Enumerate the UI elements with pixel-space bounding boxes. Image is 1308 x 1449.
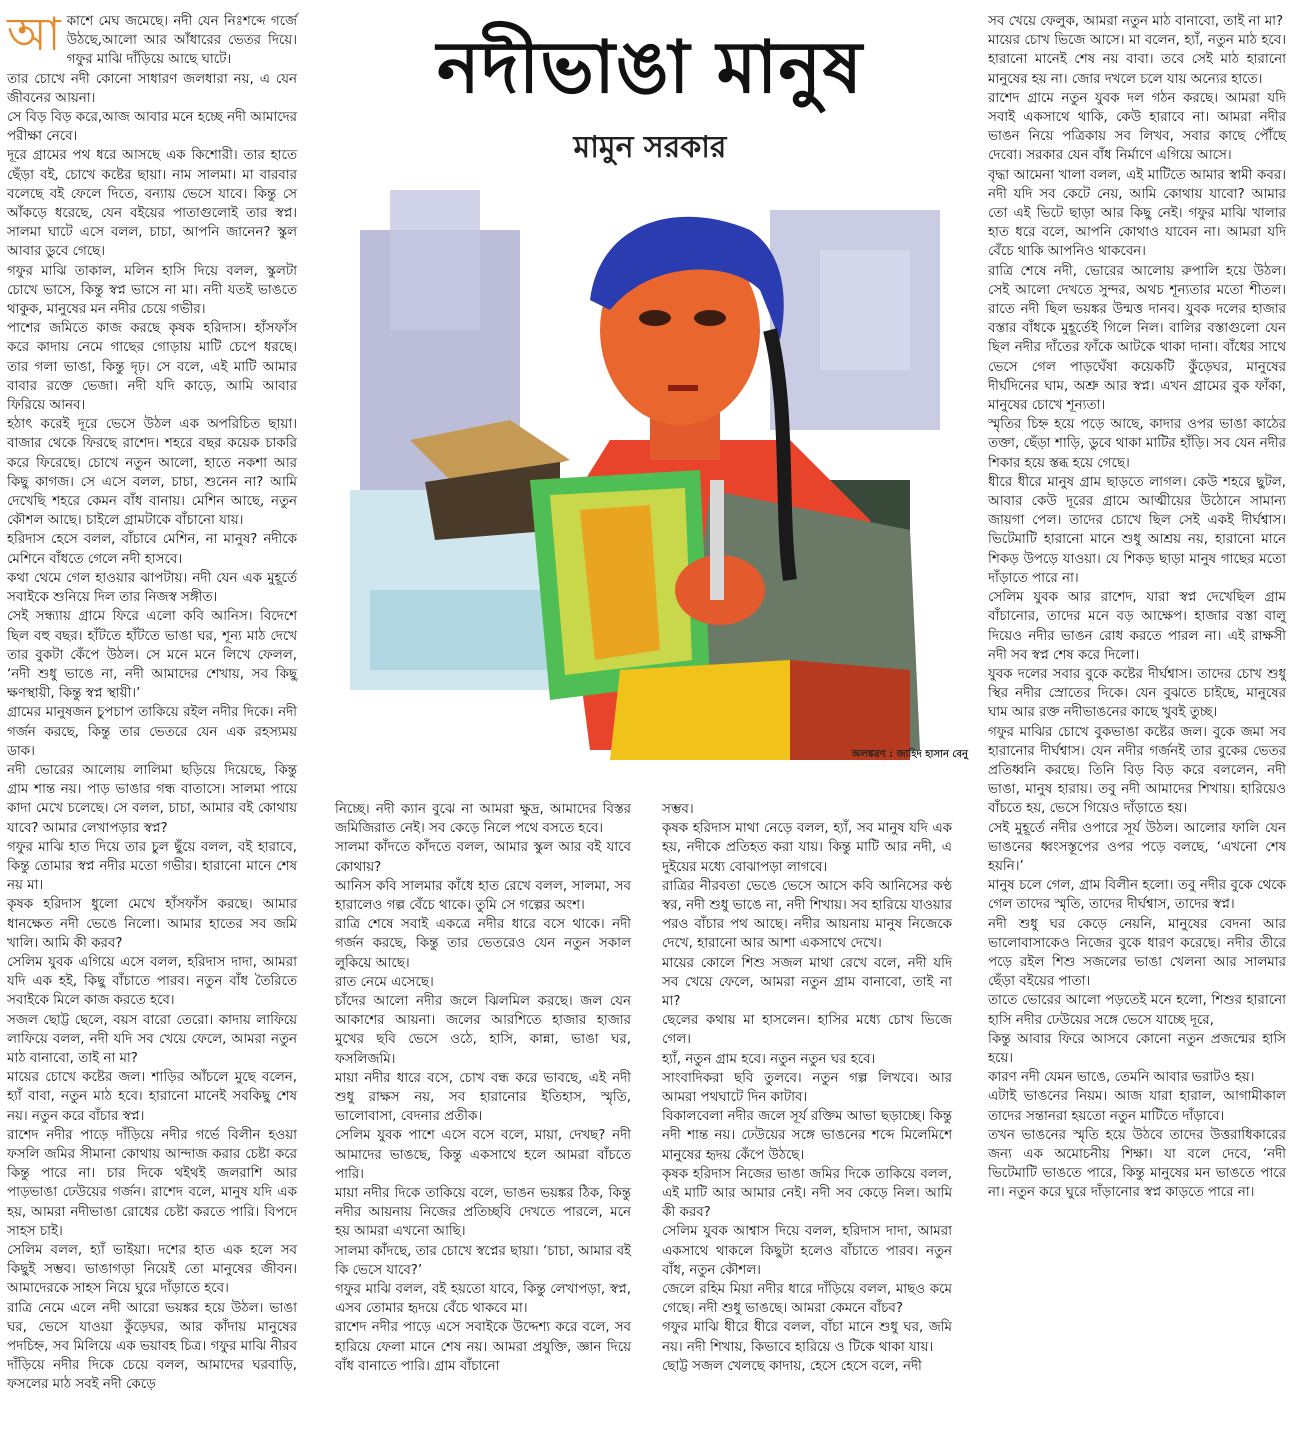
article-column-1 [7, 7, 297, 1395]
paragraph: তাতে ভোরের আলো পড়তেই মনে হলো, শিশুর হারানো হাসি নদীর ঢেউয়ের সঙ্গে ভেসে যাচ্ছে দূরে, [988, 993, 1286, 1028]
paragraph: সালমা কাঁদছে, তার চোখে স্বপ্নের ছায়া। ‘চাচা, আমার বই কি ভেসে যাবে?’ [335, 1243, 631, 1278]
paragraph: এটাই ভাঙনের নিয়ম। আজ যারা হারাল, আগামীকাল তাদের সন্তানরা হয়তো নতুন মাটিতে দাঁড়াবে। [988, 1089, 1286, 1124]
paragraph: জেলে রহিম মিয়া নদীর ধারে দাঁড়িয়ে বলল, মাছও কমে গেছে। নদী শুধু ভাঙছে। আমরা কেমনে বাঁচব? [662, 1282, 952, 1317]
paragraph: মায়ের চোখ ভিজে আসে। মা বলেন, হ্যাঁ, নতুন মাঠ হবে। হারানো মানেই শেষ নয় বাবা। তবে সেই মাঠ হারানো মানুষের হয় না। জোর দখলে চলে যায় অন্যের হাতে। [988, 33, 1286, 87]
paragraph: কাশে মেঘ জমেছে। নদী যেন নিঃশব্দে গর্জে উঠছে,আলো আর আঁধারের ভেতর দিয়ে। গফুর মাঝি দাঁড়িয়ে আছে ঘাটে। [66, 14, 297, 68]
paragraph: কৃষক হরিদাস ধুলো মেখে হাঁসফাঁস করছে। আমার ধানক্ষেত নদী ভেঙে নিলো। আমার হাতের সব জমি খালি। আমি কী করব? [7, 897, 297, 951]
paragraph: রাশেদ নদীর পাড়ে এসে সবাইকে উদ্দেশ্য করে বলে, সব হারিয়ে ফেলা মানে শেষ নয়। আমরা প্রযুক্তি, জ্ঞান দিয়ে বাঁধ বানাতে পারি। গ্রাম বাঁচানো [335, 1320, 631, 1374]
paragraph: রাশেদ নদীর পাড়ে দাঁড়িয়ে নদীর গর্ভে বিলীন হওয়া ফসলি জমির সীমানা কোথায় আন্দাজ করার চেষ্টা করে কিন্তু পারে না। চার দিকে থইথই জলরাশি আর পাড়ভাঙা ঢেউয়ের গর্জন। রাশেদ বলে, মানুষ যদি এক হয়, আমরা নদীভাঙা রোধের চেষ্টা করতে পারি। বিপদে সাহস চাই। [7, 1127, 297, 1239]
paragraph: হঠাৎ করেই দূরে ভেসে উঠল এক অপরিচিত ছায়া। বাজার থেকে ফিরছে রাশেদ। শহরে বছর কয়েক চাকরি করে ফিরেছে। চোখে নতুন আলো, হাতে নকশা আর কিছু কাগজ। সে এসে বলল, চাচা, শুনেন না? আমি দেখেছি শহরে কেমন বাঁধ বানায়। মেশিন আছে, নতুন কৌশল আছে। চাইলে গ্রামটাকে বাঁচানো যায়। [7, 417, 297, 529]
paragraph: সেলিম যুবক আশ্বাস দিয়ে বলল, হরিদাস দাদা, আমরা একসাথে থাকলে কিছুটা হলেও বাঁচাতে পারব। নতুন বাঁধ, নতুন কৌশল। [662, 1224, 952, 1278]
paragraph: সালমা কাঁদতে কাঁদতে বলল, আমার স্কুল আর বই যাবে কোথায়? [335, 840, 631, 875]
article-column-3 [662, 800, 952, 1376]
paragraph: বিকালবেলা নদীর জলে সূর্য রক্তিম আভা ছড়াচ্ছে। কিন্তু নদী শান্ত নয়। ঢেউয়ের সঙ্গে ভাঙনের শব্দে মিলেমিশে মানুষের হৃদয় কেঁপে উঠছে। [662, 1109, 952, 1163]
illustration-girl-with-book [350, 190, 960, 760]
paragraph: গফুর মাঝি ধীরে ধীরে বলল, বাঁচা মানে শুধু ঘর, জমি নয়। নদী শিখায়, কিভাবে হারিয়ে ও টিকে থাকা যায়। [662, 1320, 952, 1355]
paragraph: গফুর মাঝি হাত দিয়ে তার চুল ছুঁয়ে বলল, বই হারাবে, কিন্তু তোমার স্বপ্ন নদীর মতো গভীর। হারানো মানে শেষ নয় মা। [7, 839, 297, 894]
paragraph: কৃষক হরিদাস নিজের ভাঙা জমির দিকে তাকিয়ে বলল, এই মাটি আর আমার নেই। নদী সব কেড়ে নিল। আমি কী করব? [662, 1166, 952, 1221]
paragraph: সেলিম বলল, হ্যাঁ ভাইয়া। দশের হাত এক হলে সব কিছুই সম্ভব। ভাঙাগড়া নিয়েই তো মানুষের জীবন। আমাদেরকে সাহস নিয়ে ঘুরে দাঁড়াতে হবে। [7, 1243, 297, 1297]
paragraph: হরিদাস হেসে বলল, বাঁচাবে মেশিন, না মানুষ? নদীকে মেশিনে বাঁধতে গেলে নদী হাসবে। [7, 532, 297, 567]
author-name: মামুন সরকার [573, 130, 727, 165]
paragraph: ছোট্ট সজল খেলছে কাদায়, হেসে হেসে বলে, নদী [662, 1358, 922, 1374]
paragraph: দূরে গ্রামের পথ ধরে আসছে এক কিশোরী। তার হাতে ছেঁড়া বই, চোখে কষ্টের ছায়া। নাম সালমা। মা বারবার বলেছে বই ফেলে দিতে, বন্যায় ভেসে যাবে। কিন্তু সে আঁকড়ে ধরেছে, যেন বইয়ের পাতাগুলোই তার স্বপ্ন। সালমা ঘাটে এসে বলল, চাচা, আপনি জানেন? স্কুল আবার ডুবে গেছে। [7, 148, 297, 260]
paragraph: মায়া নদীর ধারে বসে, চোখ বন্ধ করে ভাবছে, এই নদী শুধু রাক্ষস নয়, সব হারানোর ইতিহাস, স্মৃতি, ভালোবাসা, বেদনার প্রতীক। [335, 1070, 631, 1125]
illustration-credit: অলঙ্করণ : জাহিদ হাসান বেনু [851, 749, 968, 760]
paragraph: ধীরে ধীরে মানুষ গ্রাম ছাড়তে লাগল। কেউ শহরে ছুটল, আবার কেউ দূরের গ্রামে আত্মীয়ের উঠোনে সামান্য জায়গা পেল। তাদের চোখে ছিল সেই একই দীর্ঘশ্বাস। ভিটেমাটি হারানো মানে শুধু আশ্রয় নয়, হারানো মানে শিকড় উপড়ে যাওয়া। যে শিকড় ছাড়া মানুষ গাছের মতো দাঁড়াতে পারে না। [988, 474, 1286, 586]
paragraph: আনিস কবি সালমার কাঁধে হাত রেখে বলল, সালমা, সব হারালেও গল্প বেঁচে থাকে। তুমি সে গল্পের অংশ। [335, 878, 631, 914]
paragraph: কারণ নদী যেমন ভাঙে, তেমনি আবার ভরাটও হয়। [988, 1070, 1255, 1086]
page-title: নদীভাঙা মানুষ [436, 24, 864, 109]
paragraph: গফুর মাঝি বলল, বই হয়তো যাবে, কিন্তু লেখাপড়া, স্বপ্ন, এসব তোমার হৃদয়ে বেঁচে থাকবে মা। [335, 1282, 631, 1317]
paragraph: কিন্তু আবার ফিরে আসবে কোনো নতুন প্রজন্মের হাসি হয়ে। [988, 1031, 1286, 1066]
paragraph: সেই মুহূর্তে নদীর ওপারে সূর্য উঠল। আলোর ফালি যেন ভাঙনের ধ্বংসস্তূপের ওপর পড়ে বলছে, ‘এখনো শেষ হয়নি।’ [988, 820, 1286, 874]
paragraph: নদী ভোরের আলোয় লালিমা ছড়িয়ে দিয়েছে, কিন্তু গ্রাম শান্ত নয়। পাড় ভাঙার গন্ধ বাতাসে। সালমা পায়ে কাদা মেখে চলেছে। সে বলল, চাচা, আমার বই কোথায় যাবে? আমার লেখাপড়ার স্বপ্ন? [7, 762, 297, 836]
paragraph: মায়ের কোলে শিশু সজল মাথা রেখে বলে, নদী যদি সব খেয়ে ফেলে, আমরা নতুন গ্রাম বানাবো, তাই না মা? [662, 955, 952, 1010]
paragraph: সেলিম যুবক আর রাশেদ, যারা স্বপ্ন দেখেছিল গ্রাম বাঁচানোর, তাদের মনে বড় আক্ষেপ। হাজার বস্তা বালু দিয়েও নদীর ভাঙন রোধ করতে পারল না। এই রাক্ষসী নদী সব স্বপ্ন শেষ করে দিলো। [988, 590, 1286, 663]
paragraph: রাত্রির নীরবতা ভেঙে ভেসে আসে কবি আনিসের কণ্ঠ স্বর, নদী শুধু ভাঙে না, নদী শিখায়। সব হারিয়ে যাওয়ার পরও বাঁচার পথ আছে। নদীর আয়নায় মানুষ নিজেকে দেখে, হারানো আর আশা একসাথে দেখে। [662, 878, 952, 952]
paragraph: গফুর মাঝির চোখে বুকভাঙা কষ্টের জল। বুকে জমা সব হারানোর দীর্ঘশ্বাস। যেন নদীর গর্জনই তার বুকের ভেতর প্রতিধ্বনি করছে। তিনি বিড় বিড় করে বললেন, নদী ভাঙা, মানুষ হারায়। তবু নদী আমাদের শিখায়। হারিয়েও বাঁচতে হয়, ভেসে গিয়েও দাঁড়াতে হয়। [988, 724, 1286, 817]
paragraph: রাশেদ গ্রামে নতুন যুবক দল গঠন করছে। আমরা যদি সবাই একসাথে থাকি, কেউ হারাবে না। আমরা নদীর ভাঙন নিয়ে পত্রিকায় সব লিখব, সবার কাছে পৌঁছে দেবো। সরকার যেন বাঁধ নির্মাণে এগিয়ে আসে। [988, 90, 1286, 164]
paragraph: তখন ভাঙনের স্মৃতি হয়ে উঠবে তাদের উত্তরাধিকারের জন্য এক অমোচনীয় শিক্ষা। যা বলে দেবে, ‘নদী ভিটেমাটি ভাঙতে পারে, কিন্তু মানুষের মন ভাঙতে পারে না। নতুন করে ঘুরে দাঁড়ানোর স্বপ্ন কাড়তে পারে না। [988, 1127, 1286, 1201]
paragraph: সে বিড় বিড় করে,আজ আবার মনে হচ্ছে নদী আমাদের পরীক্ষা নেবে। [7, 110, 297, 145]
paragraph: মানুষ চলে গেল, গ্রাম বিলীন হলো। তবু নদীর বুকে থেকে গেল তাদের স্মৃতি, তাদের দীর্ঘশ্বাস, তাদের স্বপ্ন। [988, 878, 1286, 913]
paragraph: তার চোখে নদী কোনো সাধারণ জলধারা নয়, এ যেন জীবনের আয়না। [7, 71, 297, 106]
paragraph: গফুর মাঝি তাকাল, মলিন হাসি দিয়ে বলল, স্কুলটা চোখে ভাসে, কিন্তু স্বপ্ন ভাসে না মা। নদী যতই ভাঙতে থাকুক, মানুষের মন নদীর চেয়ে গভীর। [7, 263, 297, 318]
paragraph: রাত্রি শেষে নদী, ভোরের আলোয় রুপালি হয়ে উঠল। সেই আলো দেখতে সুন্দর, অথচ শূন্যতার মতো শীতল। রাতে নদী ছিল ভয়ঙ্কর উন্মত্ত দানব। যুবক দলের হাজার বস্তার বাঁধকে মুহূর্তেই গিলে নিল। বালির বস্তাগুলো যেন ছিল নদীর দাঁতের ফাঁকে আটকে থাকা দানা। বাঁধের সাথে ভেসে গেল পাড়ঘেঁষা কয়েকটি কুঁড়েঘর, মানুষের দীর্ঘদিনের ঘাম, অশ্রু আর স্বপ্ন। এখন গ্রামের বুক ফাঁকা, মানুষের চোখে শূন্যতা। [988, 263, 1286, 414]
paragraph: মায়া নদীর দিকে তাকিয়ে বলে, ভাঙন ভয়ঙ্কর ঠিক, কিন্তু নদীর আয়নায় নিজের প্রতিচ্ছবি দেখতে পারলে, মনে হয় আমরা এখনো আছি। [335, 1186, 631, 1240]
drop-cap: আ [7, 7, 61, 61]
paragraph: সেলিম যুবক পাশে এসে বসে বলে, মায়া, দেখছ? নদী আমাদের ভাঙছে, কিন্তু একসাথে হলে আমরা বাঁচতে পারি। [335, 1128, 631, 1182]
paragraph: সেলিম যুবক এগিয়ে এসে বলল, হরিদাস দাদা, আমরা যদি এক হই, কিছু বাঁচাতে পারব। নতুন বাঁধ তৈরিতে সবাইকে মিলে কাজ করতে হবে। [7, 954, 297, 1009]
paragraph: চাঁদের আলো নদীর জলে ঝিলমিল করছে। জল যেন আকাশের আয়না। জলের আরশিতে হাজার হাজার মুখের ছবি ভেসে ওঠে, হাসি, কান্না, ভাঙা ঘর, ফসলিজমি। [335, 994, 631, 1067]
paragraph: সজল ছোট্ট ছেলে, বয়স বারো তেরো। কাদায় লাফিয়ে লাফিয়ে বলল, নদী যদি সব খেয়ে ফেলে, আমরা নতুন মাঠ বানাবো, তাই না মা? [7, 1012, 297, 1066]
paragraph: রাত্রি শেষে সবাই একত্রে নদীর ধারে বসে থাকে। নদী গর্জন করছে, কিন্তু তার ভেতরেও যেন নতুন সকাল লুকিয়ে আছে। [335, 917, 631, 971]
paragraph: সব খেয়ে ফেলুক, আমরা নতুন মাঠ বানাবো, তাই না মা? [988, 14, 1284, 29]
paragraph: ছেলের কথায় মা হাসলেন। হাসির মধ্যে চোখ ভিজে গেল। [662, 1013, 952, 1048]
paragraph: মায়ের চোখে কষ্টের জল। শাড়ির আঁচলে মুছে বলেন, হ্যাঁ বাবা, নতুন মাঠ হবে। হারানো মানেই সবকিছু শেষ নয়। নতুন করে বাঁচার স্বপ্ন। [7, 1070, 297, 1124]
paragraph: রাত্রি নেমে এলে নদী আরো ভয়ঙ্কর হয়ে উঠল। ভাঙা ঘর, ভেসে যাওয়া কুঁড়েঘর, আর কাঁদায় মানুষের পদচিহ্ন, সব মিলিয়ে এক ভয়াবহ চিত্র। গফুর মাঝি নীরব দাঁড়িয়ে নদীর দিকে চেয়ে বলল, আমাদের ঘরবাড়ি, ফসলের মাঠ সবই নদী কেড়ে [7, 1300, 297, 1393]
paragraph: পাশের জমিতে কাজ করছে কৃষক হরিদাস। হাঁসফাঁস করে কাদায় নেমে গাছের গোড়ায় মাটি চেপে ধরছে। তার গলা ভাঙা, কিন্তু দৃঢ়। সে বলে, এই মাটি আমার বাবার রক্তে ভেজা। নদী যদি কাড়ে, আমি আবার ফিরিয়ে আনব। [7, 321, 297, 414]
paragraph: সেই সন্ধ্যায় গ্রামে ফিরে এলো কবি আনিস। বিদেশে ছিল বহু বছর। হাঁটতে হাঁটতে ভাঙা ঘর, শূন্য মাঠ দেখে তার বুকটা কেঁপে উঠল। সে মনে মনে লিখে ফেলল, ‘নদী শুধু ভাঙে না, নদী আমাদের শেখায়, সব কিছু ক্ষণস্থায়ী, কিন্তু স্বপ্ন স্থায়ী।’ [7, 609, 297, 702]
paragraph: সাংবাদিকরা ছবি তুলবে। নতুন গল্প লিখবে। আর আমরা পথঘাটে দিন কাটাব। [662, 1070, 952, 1106]
paragraph: রাত নেমে এসেছে। [335, 974, 434, 990]
paragraph: বৃদ্ধা আমেনা খালা বলল, এই মাটিতে আমার স্বামী কবর। নদী যদি সব কেটে নেয়, আমি কোথায় যাবো? আমার তো এই ভিটে ছাড়া আর কিছু নেই। গফুর মাঝি খালার হাত ধরে বলে, আপনি কোথাও যাবেন না। আমরা যদি বেঁচে থাকি আপনিও থাকবেন। [988, 167, 1286, 260]
paragraph: হ্যাঁ, নতুন গ্রাম হবে। নতুন নতুন ঘর হবে। [662, 1051, 876, 1067]
paragraph: গ্রামের মানুষজন চুপচাপ তাকিয়ে রইল নদীর দিকে। নদী গর্জন করছে, কিন্তু তার ভেতরে যেন এক রহস্যময় ডাক। [7, 705, 297, 759]
paragraph: নিচ্ছে। নদী ক্যান বুঝে না আমরা ক্ষুদ্র, আমাদের বিস্তর জমিজিরাত নেই। সব কেড়ে নিলে পথে বসতে হবে। [335, 802, 631, 837]
article-column-4 [988, 12, 1286, 1203]
paragraph: কৃষক হরিদাস মাথা নেড়ে বলল, হ্যাঁ, সব মানুষ যদি এক হয়, নদীকে প্রতিহত করা যায়। কিন্তু মাটি আর নদী, এ দুইয়ের মধ্যে বোঝাপড়া লাগবে। [662, 821, 952, 875]
paragraph: নদী শুধু ঘর কেড়ে নেয়নি, মানুষের বেদনা আর ভালোবাসাকেও নিজের বুকে ধারণ করেছে। নদীর তীরে পড়ে রইল শিশু সজলের ভাঙা খেলনা আর সালমার ছেঁড়া বইয়ের পাতা। [988, 916, 1286, 990]
paragraph: সম্ভব। [662, 802, 694, 817]
paragraph: স্মৃতির চিহ্ন হয়ে পড়ে আছে, কাদার ওপর ভাঙা কাঠের তক্তা, ছেঁড়া শাড়ি, ডুবে থাকা মাটির হাঁড়ি। সব যেন নদীর শিকার হয়ে স্তব্ধ হয়ে গেছে। [988, 417, 1286, 471]
article-column-2 [335, 800, 631, 1376]
paragraph: কথা থেমে গেল হাওয়ার ঝাপটায়। নদী যেন এক মুহূর্তে সবাইকে শুনিয়ে দিল তার নিজস্ব সঙ্গীত। [7, 570, 297, 606]
paragraph: যুবক দলের সবার বুকে কষ্টের দীর্ঘশ্বাস। তাদের চোখ শুধু স্থির নদীর স্রোতের দিকে। যেন বুঝতে চাইছে, মানুষের ঘাম আর রক্ত নদীভাঙনের কাছে খুবই তুচ্ছ। [988, 666, 1286, 721]
